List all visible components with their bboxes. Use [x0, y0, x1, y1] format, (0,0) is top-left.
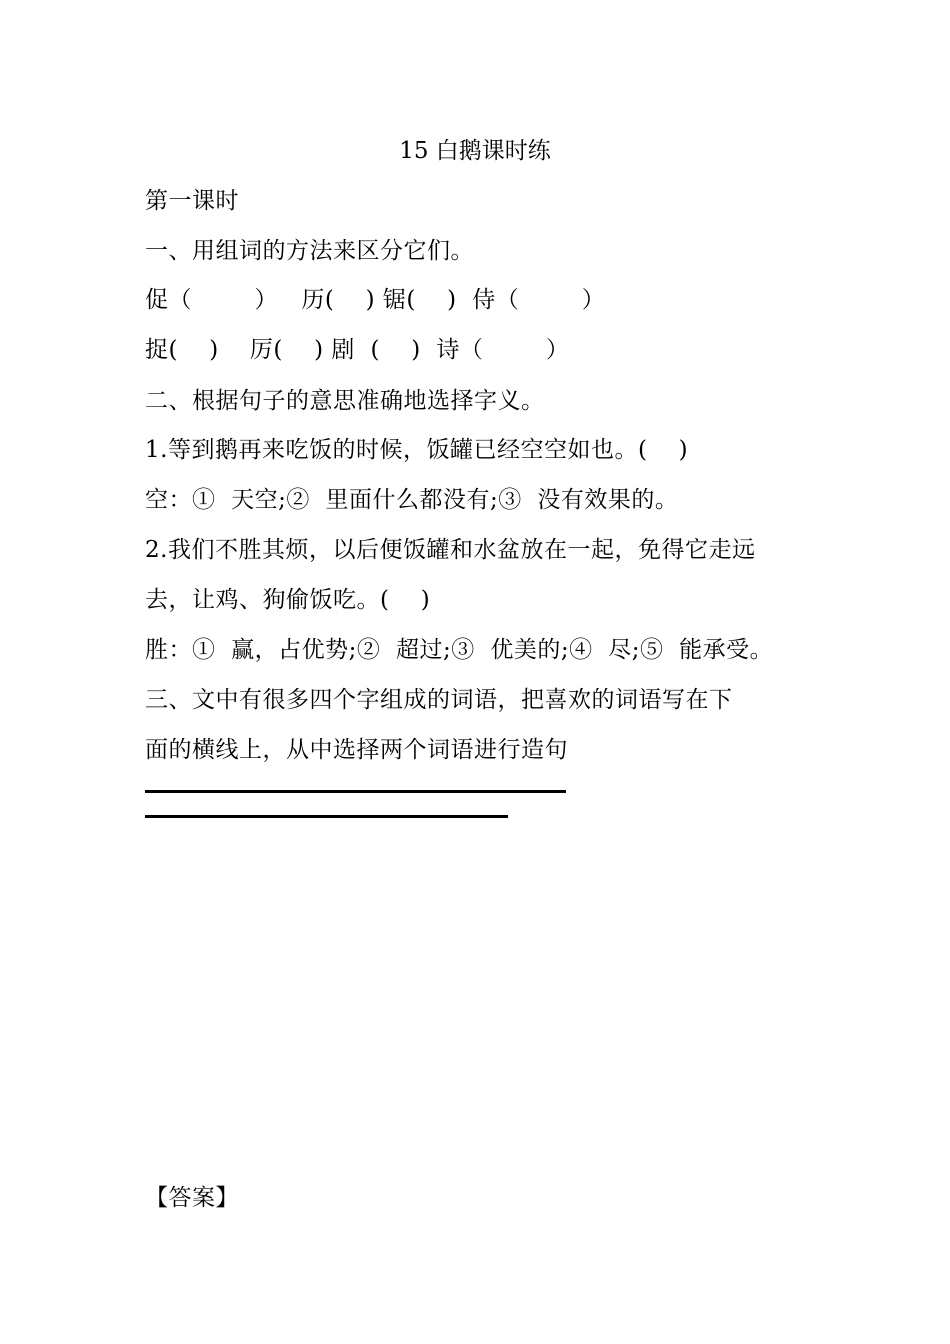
page-title: 15 白鹅课时练 — [399, 138, 551, 164]
answer-line-1 — [145, 790, 566, 793]
question-1-row-1: 促（ ） 历( ) 锯( ) 侍（ ） — [145, 287, 606, 313]
question-2-item-1: 1.等到鹅再来吃饭的时候，饭罐已经空空如也。( ) — [145, 437, 689, 463]
question-3-heading-line-1: 三、文中有很多四个字组成的词语，把喜欢的词语写在下 — [145, 687, 733, 713]
question-2-item-2-options: 胜：① 赢，占优势;② 超过;③ 优美的;④ 尽;⑤ 能承受。 — [145, 637, 774, 663]
question-1-row-2: 捉( ) 厉( ) 剧 ( ) 诗（ ） — [145, 337, 570, 363]
question-3-heading-line-2: 面的横线上，从中选择两个词语进行造句 — [145, 737, 568, 763]
answer-line-2 — [145, 815, 508, 818]
lesson-label: 第一课时 — [145, 188, 239, 214]
question-2-item-2-line-1: 2.我们不胜其烦，以后便饭罐和水盆放在一起，免得它走远 — [145, 537, 756, 563]
question-2-item-1-options: 空：① 天空;② 里面什么都没有;③ 没有效果的。 — [145, 487, 679, 513]
question-2-item-2-line-2: 去，让鸡、狗偷饭吃。( ) — [145, 587, 431, 613]
question-2-heading: 二、根据句子的意思准确地选择字义。 — [145, 388, 545, 414]
answer-label: 【答案】 — [145, 1185, 239, 1211]
question-1-heading: 一、用组词的方法来区分它们。 — [145, 238, 474, 264]
